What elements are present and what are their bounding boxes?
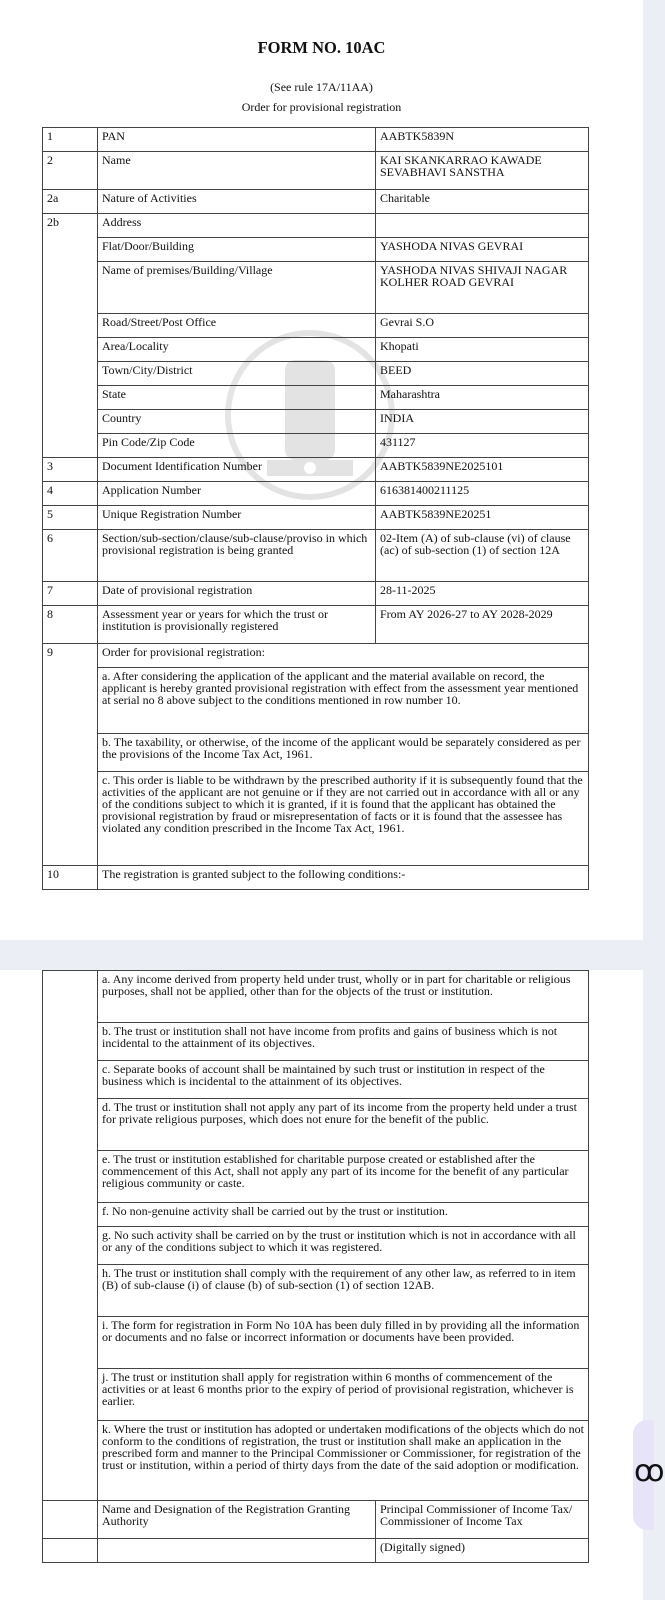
table-row <box>43 434 589 458</box>
table-row <box>43 1227 589 1265</box>
table-row <box>43 214 589 238</box>
row-value: 28-11-2025 <box>376 582 589 606</box>
rule-reference: (See rule 17A/11AA) <box>270 80 373 94</box>
table-row <box>43 128 589 152</box>
row-label: PAN <box>98 128 376 152</box>
row-value: Khopati <box>376 338 589 362</box>
order-paragraph: a. After considering the application of the applicant and the material available on record, the applicant is hereby granted provisional registration with effect from the assessment year mentioned at serial no 8 above subject to the conditions mentioned in row number 10. <box>98 668 589 734</box>
condition-item: h. The trust or institution shall comply with the requirement of any other law, as referred to in item (B) of sub-clause (i) of clause (b) of sub-section (1) of section 12AB. <box>98 1265 589 1317</box>
row-number: 2 <box>43 152 98 190</box>
row-value: 616381400211125 <box>376 482 589 506</box>
row-value: BEED <box>376 362 589 386</box>
row-label: Application Number <box>98 482 376 506</box>
table-row <box>43 734 589 772</box>
row-label: Address <box>98 214 376 238</box>
table-row <box>43 338 589 362</box>
row-label: Flat/Door/Building <box>98 238 376 262</box>
table-row <box>43 1023 589 1061</box>
table-row <box>43 1317 589 1369</box>
row-value: AABTK5839NE2025101 <box>376 458 589 482</box>
row-value: Maharashtra <box>376 386 589 410</box>
table-row <box>43 530 589 582</box>
row-number: 8 <box>43 606 98 644</box>
row-number: 9 <box>43 644 98 866</box>
condition-item: a. Any income derived from property held under trust, wholly or in part for charitable or religious purposes, shall not be applied, other than for the objects of the trust or institution. <box>98 971 589 1023</box>
order-heading: Order for provisional registration: <box>98 644 589 668</box>
row-number: 7 <box>43 582 98 606</box>
row-label: Section/sub-section/clause/sub-clause/proviso in which provisional registration is being granted <box>98 530 376 582</box>
row-number-blank <box>43 1539 98 1563</box>
row-label: Name of premises/Building/Village <box>98 262 376 314</box>
table-row <box>43 410 589 434</box>
condition-item: b. The trust or institution shall not have income from profits and gains of business which is not incidental to the attainment of its objectives. <box>98 1023 589 1061</box>
condition-item: f. No non-genuine activity shall be carried out by the trust or institution. <box>98 1203 589 1227</box>
table-row <box>43 971 589 1023</box>
row-label: Assessment year or years for which the trust or institution is provisionally registered <box>98 606 376 644</box>
table-row <box>43 190 589 214</box>
table-row <box>43 1501 589 1539</box>
table-row <box>43 1151 589 1203</box>
conditions-table <box>42 970 589 1563</box>
page-2 <box>0 970 643 1600</box>
row-value: Gevrai S.O <box>376 314 589 338</box>
order-paragraph: b. The taxability, or otherwise, of the income of the applicant would be separately considered as per the provisions of the Income Tax Act, 1961. <box>98 734 589 772</box>
row-number: 2b <box>43 214 98 458</box>
table-row <box>43 1099 589 1151</box>
row-number: 4 <box>43 482 98 506</box>
table-row <box>43 644 589 668</box>
form-title: FORM NO. 10AC <box>257 38 386 57</box>
condition-item: c. Separate books of account shall be maintained by such trust or institution in respect of the business which is incidental to the attainment of its objectives. <box>98 1061 589 1099</box>
condition-item: k. Where the trust or institution has adopted or undertaken modifications of the objects which do not conform to the conditions of registration, the trust or institution shall make an application in the prescribed form and manner to the Principal Commissioner or Commissioner, for registration of the trust or institution, within a period of thirty days from the date of the said adoption or modification. <box>98 1421 589 1501</box>
row-number: 3 <box>43 458 98 482</box>
form-subtitle: Order for provisional registration <box>241 100 402 114</box>
row-label: Town/City/District <box>98 362 376 386</box>
row-label: Unique Registration Number <box>98 506 376 530</box>
row-number: 5 <box>43 506 98 530</box>
row-label: Nature of Activities <box>98 190 376 214</box>
row-value: 02-Item (A) of sub-clause (vi) of clause (ac) of sub-section (1) of section 12A <box>376 530 589 582</box>
table-row <box>43 506 589 530</box>
row-label: Country <box>98 410 376 434</box>
order-paragraph: c. This order is liable to be withdrawn by the prescribed authority if it is subsequently found that the activities of the applicant are not genuine or if they are not carried out in accordance with all or any of the conditions subject to which it is granted, if it is found that the applicant has obtained the provisional registration by fraud or misrepresentation of facts or it is found that the assessee has violated any condition prescribed in the Income Tax Act, 1961. <box>98 772 589 866</box>
row-value: 431127 <box>376 434 589 458</box>
condition-item: g. No such activity shall be carried on by the trust or institution which is not in accordance with all or any of the conditions subject to which it was registered. <box>98 1227 589 1265</box>
row-number: 6 <box>43 530 98 582</box>
table-row <box>43 582 589 606</box>
row-value: YASHODA NIVAS GEVRAI <box>376 238 589 262</box>
row-value: AABTK5839N <box>376 128 589 152</box>
row-value: Charitable <box>376 190 589 214</box>
row-label: Area/Locality <box>98 338 376 362</box>
table-row <box>43 1265 589 1317</box>
blank-cell <box>98 1539 376 1563</box>
row-label: Road/Street/Post Office <box>98 314 376 338</box>
authority-value: Principal Commissioner of Income Tax/ Commissioner of Income Tax <box>376 1501 589 1539</box>
row-number-blank <box>43 1501 98 1539</box>
table-row <box>43 482 589 506</box>
authority-label: Name and Designation of the Registration Granting Authority <box>98 1501 376 1539</box>
row-number: 2a <box>43 190 98 214</box>
digital-signature: (Digitally signed) <box>376 1539 589 1563</box>
table-row <box>43 866 589 890</box>
row-number-blank <box>43 971 98 1501</box>
table-row <box>43 386 589 410</box>
row-number: 1 <box>43 128 98 152</box>
row-label: State <box>98 386 376 410</box>
row-label: Name <box>98 152 376 190</box>
row-value: YASHODA NIVAS SHIVAJI NAGAR KOLHER ROAD GEVRAI <box>376 262 589 314</box>
table-row <box>43 1539 589 1563</box>
table-row <box>43 458 589 482</box>
table-row <box>43 1203 589 1227</box>
table-row <box>43 668 589 734</box>
condition-item: i. The form for registration in Form No 10A has been duly filled in by providing all the information or documents and no false or incorrect information or documents have been provided. <box>98 1317 589 1369</box>
details-table <box>42 127 589 890</box>
table-row <box>43 772 589 866</box>
conditions-heading: The registration is granted subject to the following conditions:- <box>98 866 589 890</box>
row-number: 10 <box>43 866 98 890</box>
table-row <box>43 1421 589 1501</box>
table-row <box>43 1369 589 1421</box>
row-label: Document Identification Number <box>98 458 376 482</box>
row-value: KAI SKANKARRAO KAWADE SEVABHAVI SANSTHA <box>376 152 589 190</box>
table-row <box>43 1061 589 1099</box>
condition-item: e. The trust or institution established for charitable purpose created or established after the commencement of this Act, shall not apply any part of its income for the benefit of any particular religious community or caste. <box>98 1151 589 1203</box>
table-row <box>43 606 589 644</box>
row-value: From AY 2026-27 to AY 2028-2029 <box>376 606 589 644</box>
table-row <box>43 238 589 262</box>
condition-item: j. The trust or institution shall apply for registration within 6 months of commencement of the activities or at least 6 months prior to the expiry of period of provisional registration, whichever is earlier. <box>98 1369 589 1421</box>
row-value <box>376 214 589 238</box>
row-label: Pin Code/Zip Code <box>98 434 376 458</box>
sidebar-handle-icon[interactable]: ꝏ <box>633 1420 654 1530</box>
table-row <box>43 152 589 190</box>
row-label: Date of provisional registration <box>98 582 376 606</box>
row-value: AABTK5839NE20251 <box>376 506 589 530</box>
table-row <box>43 314 589 338</box>
table-row <box>43 362 589 386</box>
row-value: INDIA <box>376 410 589 434</box>
table-row <box>43 262 589 314</box>
condition-item: d. The trust or institution shall not apply any part of its income from the property held under a trust for private religious purposes, which does not enure for the benefit of the public. <box>98 1099 589 1151</box>
